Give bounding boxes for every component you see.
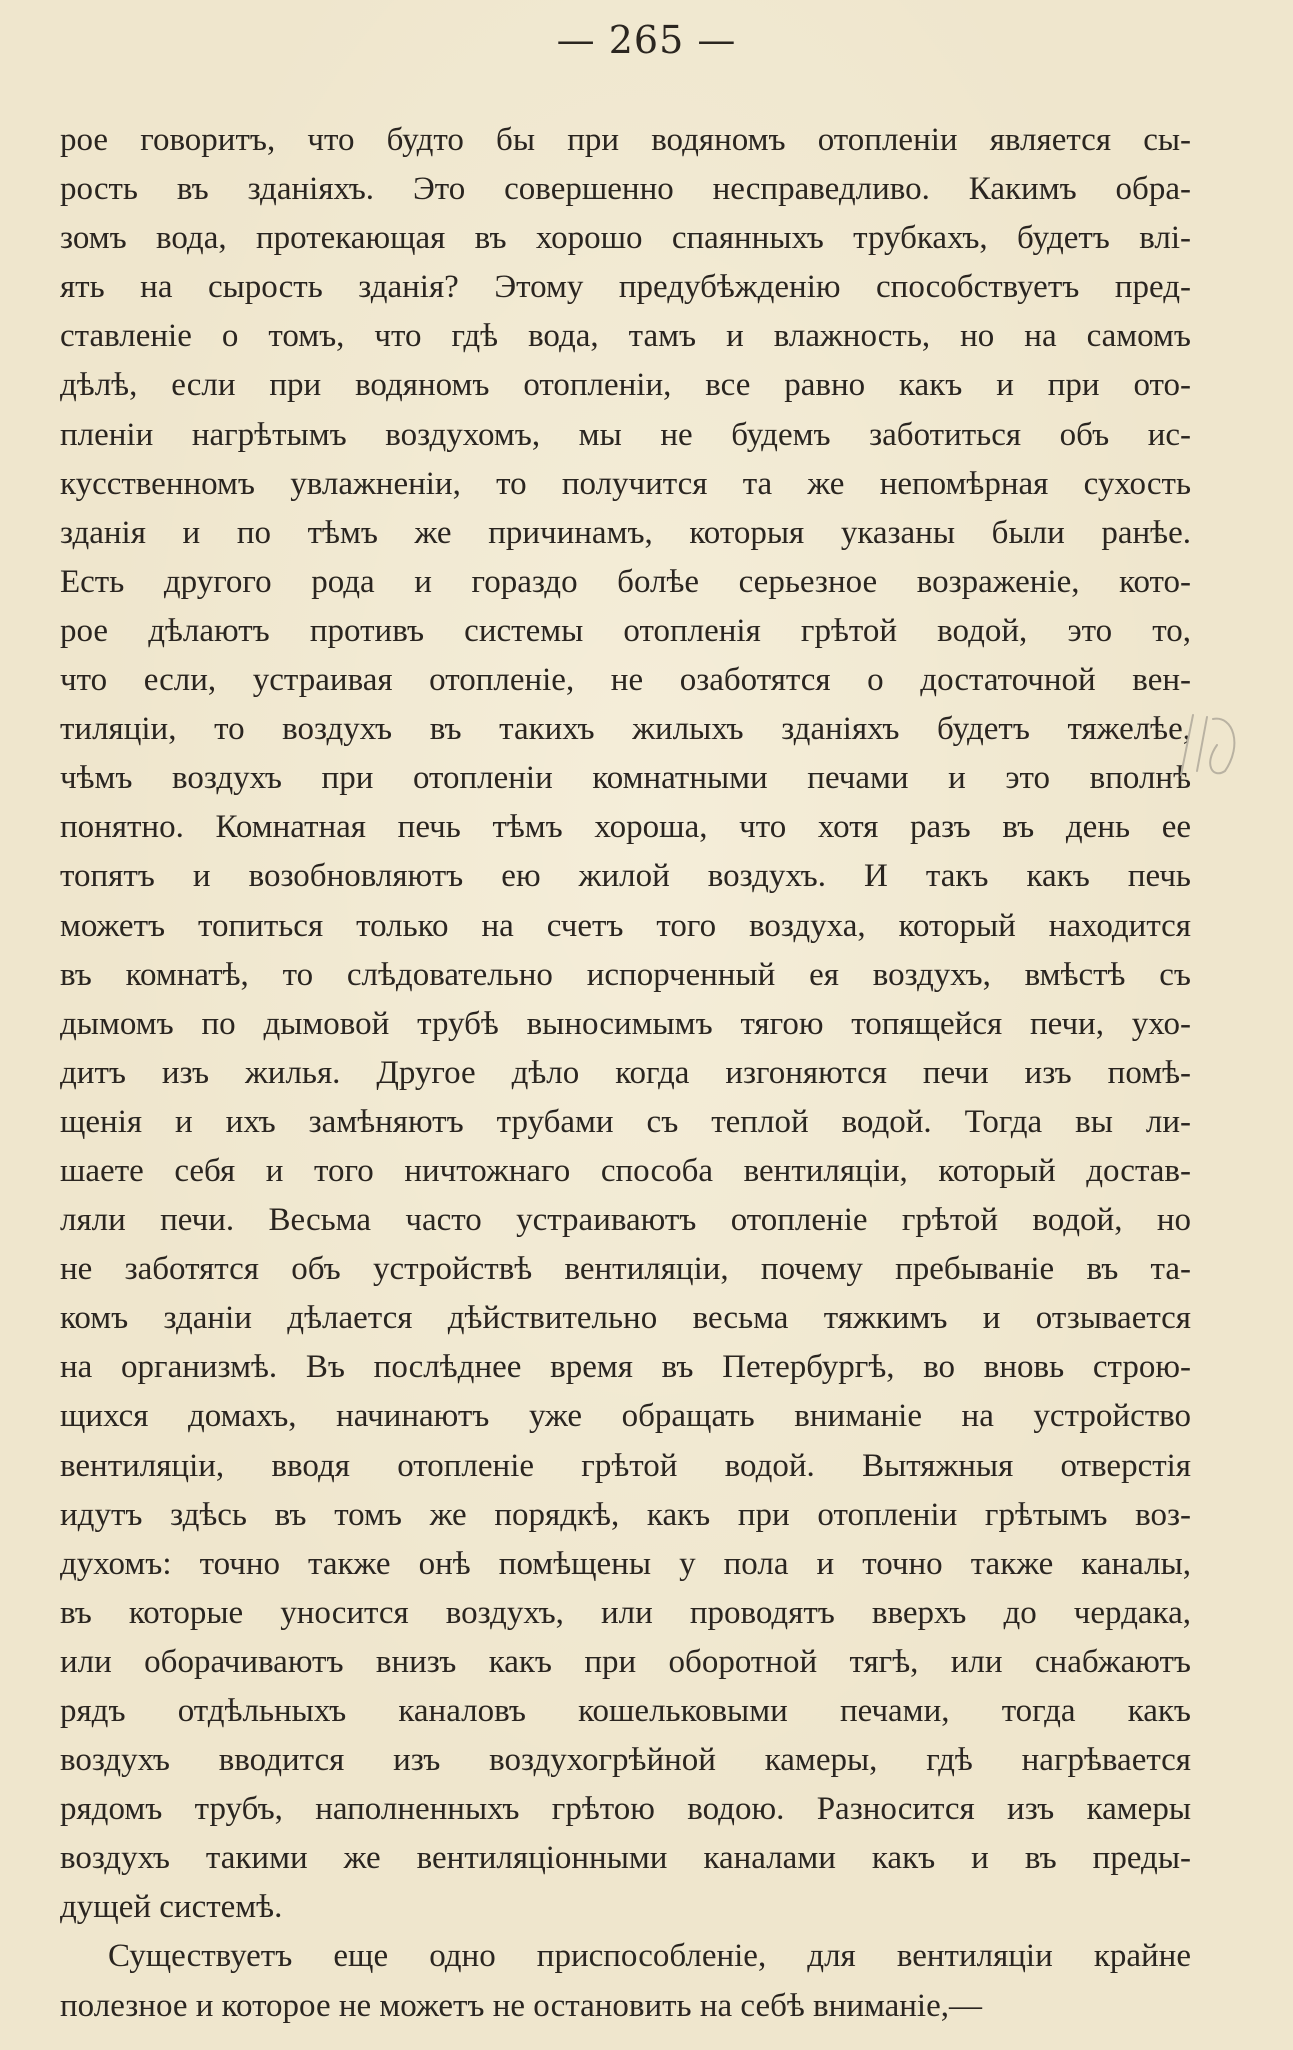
- text-line: понятно. Комнатная печь тѣмъ хороша, что хотя разъ въ день ее: [60, 809, 1191, 846]
- text-line: воздухъ вводится изъ воздухогрѣйной камеры, гдѣ нагрѣвается: [60, 1742, 1191, 1779]
- text-line: или оборачиваютъ внизъ какъ при оборотной тягѣ, или снабжаютъ: [60, 1643, 1191, 1680]
- text-line: зомъ вода, протекающая въ хорошо спаянныхъ трубкахъ, будетъ влі-: [60, 220, 1191, 257]
- text-line: ять на сырость зданія? Этому предубѣжденію способствуетъ пред-: [60, 269, 1191, 306]
- text-line: Существуетъ еще одно приспособленіе, для вентиляціи крайне: [108, 1938, 1191, 1975]
- text-line: топятъ и возобновляютъ ею жилой воздухъ. И такъ какъ печь: [60, 858, 1191, 895]
- text-line: въ которые уносится воздухъ, или проводятъ вверхъ до чердака,: [60, 1594, 1191, 1631]
- text-line: зданія и по тѣмъ же причинамъ, которыя указаны были ранѣе.: [60, 514, 1191, 551]
- text-line: на организмѣ. Въ послѣднее время въ Петербургѣ, во вновь строю-: [60, 1349, 1191, 1386]
- text-line: рядъ отдѣльныхъ каналовъ кошельковыми печами, тогда какъ: [60, 1693, 1191, 1729]
- text-line: пленіи нагрѣтымъ воздухомъ, мы не будемъ заботиться объ ис-: [60, 416, 1191, 453]
- text-line: комъ зданіи дѣлается дѣйствительно весьма тяжкимъ и отзывается: [60, 1300, 1191, 1337]
- text-line: кусственномъ увлажненіи, то получится та же непомѣрная сухость: [60, 465, 1191, 502]
- text-line: дущей системѣ.: [60, 1889, 283, 1926]
- text-line: дымомъ по дымовой трубѣ выносимымъ тягою топящейся печи, ухо-: [60, 1005, 1191, 1042]
- text-line: въ комнатѣ, то слѣдовательно испорченный ея воздухъ, вмѣстѣ съ: [60, 956, 1191, 993]
- text-line: ставленіе о томъ, что гдѣ вода, тамъ и влажность, но на самомъ: [60, 318, 1191, 355]
- text-line: рое говоритъ, что будто бы при водяномъ отопленіи является сы-: [60, 122, 1191, 158]
- text-line: вентиляціи, вводя отопленіе грѣтой водой. Вытяжныя отверстія: [60, 1447, 1191, 1484]
- text-line: рое дѣлаютъ противъ системы отопленія грѣтой водой, это то,: [60, 612, 1191, 649]
- text-line: чѣмъ воздухъ при отопленіи комнатными печами и это вполнѣ: [60, 760, 1191, 797]
- text-line: что если, устраивая отопленіе, не озаботятся о достаточной вен-: [60, 662, 1191, 699]
- page-number: — 265 —: [556, 18, 737, 62]
- text-line: дѣлѣ, если при водяномъ отопленіи, все равно какъ и при ото-: [60, 367, 1191, 404]
- text-line: можетъ топиться только на счетъ того воздуха, который находится: [60, 907, 1191, 944]
- text-line: воздухъ такими же вентиляціонными каналами какъ и въ преды-: [60, 1840, 1191, 1877]
- text-line: дитъ изъ жилья. Другое дѣло когда изгоняются печи изъ помѣ-: [60, 1054, 1191, 1091]
- text-line: щихся домахъ, начинаютъ уже обращать вниманіе на устройство: [60, 1398, 1191, 1435]
- text-line: рядомъ трубъ, наполненныхъ грѣтою водою. Разносится изъ камеры: [60, 1791, 1191, 1828]
- text-line: тиляціи, то воздухъ въ такихъ жилыхъ зданіяхъ будетъ тяжелѣе,: [60, 711, 1191, 748]
- text-line: ляли печи. Весьма часто устраиваютъ отопленіе грѣтой водой, но: [60, 1202, 1191, 1239]
- text-line: щенія и ихъ замѣняютъ трубами съ теплой водой. Тогда вы ли-: [60, 1103, 1191, 1140]
- text-line: идутъ здѣсь въ томъ же порядкѣ, какъ при отопленіи грѣтымъ воз-: [60, 1496, 1191, 1533]
- pencil-mark-icon: [1173, 705, 1263, 785]
- body-text: [60, 116, 1191, 2031]
- text-line: полезное и которое не можетъ не остановить на себѣ вниманіе,—: [60, 1987, 982, 2024]
- text-line: рость въ зданіяхъ. Это совершенно несправедливо. Какимъ обра-: [60, 171, 1191, 208]
- text-line: духомъ: точно также онѣ помѣщены у пола и точно также каналы,: [60, 1545, 1191, 1582]
- text-line: Есть другого рода и гораздо болѣе серьезное возраженіе, кото-: [60, 563, 1191, 600]
- text-line: не заботятся объ устройствѣ вентиляціи, почему пребываніе въ та-: [60, 1251, 1191, 1288]
- text-line: шаете себя и того ничтожнаго способа вентиляціи, который достав-: [60, 1152, 1191, 1189]
